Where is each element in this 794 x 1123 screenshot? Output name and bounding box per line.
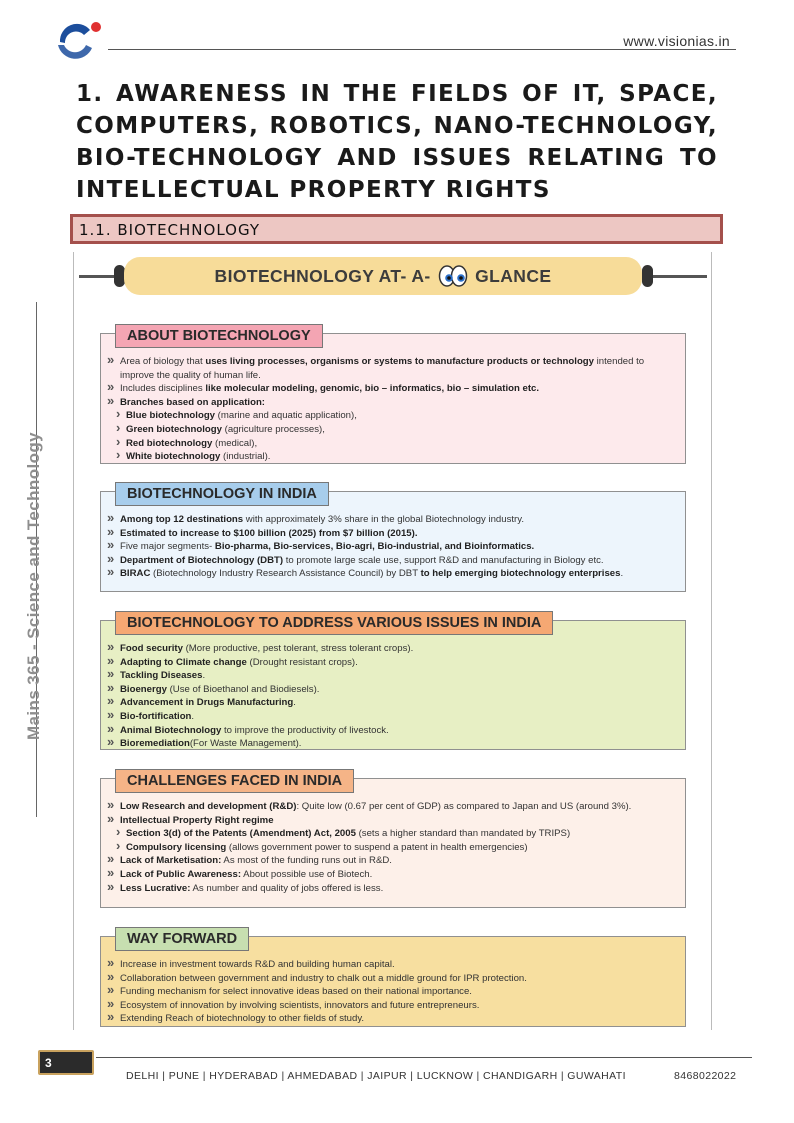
list-item: » Area of biology that uses living processes, organisms or systems to manufacture products or technology intended to improve the quality of human life.: [106, 355, 679, 382]
list-item: » Department of Biotechnology (DBT) to promote large scale use, support R&D and manufacturing in Biology etc.: [106, 554, 679, 568]
section-heading: 1.1. BIOTECHNOLOGY: [70, 214, 723, 244]
list-item: » Funding mechanism for select innovative ideas based on their national importance.: [106, 985, 679, 999]
list-item: » Increase in investment towards R&D and building human capital.: [106, 958, 679, 972]
way-forward-box: [100, 931, 686, 1027]
footer-cities: DELHI | PUNE | HYDERABAD | AHMEDABAD | JAIPUR | LUCKNOW | CHANDIGARH | GUWAHATI: [126, 1070, 626, 1082]
about-biotechnology-box: [100, 328, 686, 464]
issues-list: [101, 642, 685, 751]
list-item: › Compulsory licensing (allows government power to suspend a patent in health emergencies): [106, 841, 679, 855]
list-item: › White biotechnology (industrial).: [106, 450, 679, 464]
india-list: [101, 513, 685, 581]
way-forward-list: [101, 958, 685, 1026]
list-item: › Red biotechnology (medical),: [106, 437, 679, 451]
vision-ias-logo: [50, 18, 106, 62]
page-title: 1. AWARENESS IN THE FIELDS OF IT, SPACE, COMPUTERS, ROBOTICS, NANO-TECHNOLOGY, BIO-TECHNOLOGY AND ISSUES RELATING TO INTELLECTUAL PROPERTY RIGHTS: [76, 81, 718, 203]
list-item: » Advancement in Drugs Manufacturing.: [106, 696, 679, 710]
list-item: » Tackling Diseases.: [106, 669, 679, 683]
list-item: » Among top 12 destinations with approximately 3% share in the global Biotechnology industry.: [106, 513, 679, 527]
challenges-box: [100, 773, 686, 908]
page-number-tab: [38, 1050, 94, 1075]
header-rule: [108, 49, 736, 50]
infographic-banner: [124, 257, 642, 295]
about-list: [101, 355, 685, 464]
list-item: » Bioremediation(For Waste Management).: [106, 737, 679, 751]
list-item: » Lack of Marketisation: As most of the funding runs out in R&D.: [106, 854, 679, 868]
banner-text-right: GLANCE: [475, 266, 552, 286]
list-item: » Bioenergy (Use of Bioethanol and Biodiesels).: [106, 683, 679, 697]
list-item: » Five major segments- Bio-pharma, Bio-services, Bio-agri, Bio-industrial, and Bioinformatics.: [106, 540, 679, 554]
biotech-infographic: [73, 252, 712, 1030]
biotech-issues-heading: BIOTECHNOLOGY TO ADDRESS VARIOUS ISSUES IN INDIA: [115, 611, 553, 635]
list-item: » Adapting to Climate change (Drought resistant crops).: [106, 656, 679, 670]
list-item: › Green biotechnology (agriculture processes),: [106, 423, 679, 437]
list-item: » Extending Reach of biotechnology to other fields of study.: [106, 1012, 679, 1026]
list-item: » Animal Biotechnology to improve the productivity of livestock.: [106, 724, 679, 738]
biotech-issues-box: [100, 615, 686, 750]
banner-knob-right: [642, 265, 653, 287]
about-biotechnology-heading: ABOUT BIOTECHNOLOGY: [115, 324, 323, 348]
list-item: » Food security (More productive, pest tolerant, stress tolerant crops).: [106, 642, 679, 656]
biotechnology-in-india-box: [100, 486, 686, 592]
challenges-list: [101, 800, 685, 895]
list-item: » BIRAC (Biotechnology Industry Research Assistance Council) by DBT to help emerging biotechnology enterprises.: [106, 567, 679, 581]
list-item: » Low Research and development (R&D): Quite low (0.67 per cent of GDP) as compared to Japan and US (around 3%).: [106, 800, 679, 814]
list-item: » Ecosystem of innovation by involving scientists, innovators and future entrepreneurs.: [106, 999, 679, 1013]
list-item: » Intellectual Property Right regime: [106, 814, 679, 828]
way-forward-heading: WAY FORWARD: [115, 927, 249, 951]
banner-text-left: BIOTECHNOLOGY AT- A-: [214, 266, 431, 286]
list-item: » Includes disciplines like molecular modeling, genomic, bio – informatics, bio – simulation etc.: [106, 382, 679, 396]
challenges-heading: CHALLENGES FACED IN INDIA: [115, 769, 354, 793]
list-item: » Less Lucrative: As number and quality of jobs offered is less.: [106, 882, 679, 896]
page-number: 3: [45, 1056, 52, 1070]
eyes-icon: [438, 262, 468, 288]
list-item: » Bio-fortification.: [106, 710, 679, 724]
list-item: » Collaboration between government and industry to chalk out a middle ground for IPR protection.: [106, 972, 679, 986]
list-item: » Estimated to increase to $100 billion (2025) from $7 billion (2015).: [106, 527, 679, 541]
footer-rule: [96, 1057, 752, 1058]
footer-phone: 8468022022: [674, 1070, 737, 1082]
list-item: › Section 3(d) of the Patents (Amendment) Act, 2005 (sets a higher standard than mandated by TRIPS): [106, 827, 679, 841]
site-url[interactable]: www.visionias.in: [623, 33, 730, 49]
list-item: » Branches based on application:: [106, 396, 679, 410]
list-item: › Blue biotechnology (marine and aquatic application),: [106, 409, 679, 423]
side-label: Mains 365 - Science and Technology: [24, 431, 43, 740]
list-item: » Lack of Public Awareness: About possible use of Biotech.: [106, 868, 679, 882]
biotechnology-in-india-heading: BIOTECHNOLOGY IN INDIA: [115, 482, 329, 506]
